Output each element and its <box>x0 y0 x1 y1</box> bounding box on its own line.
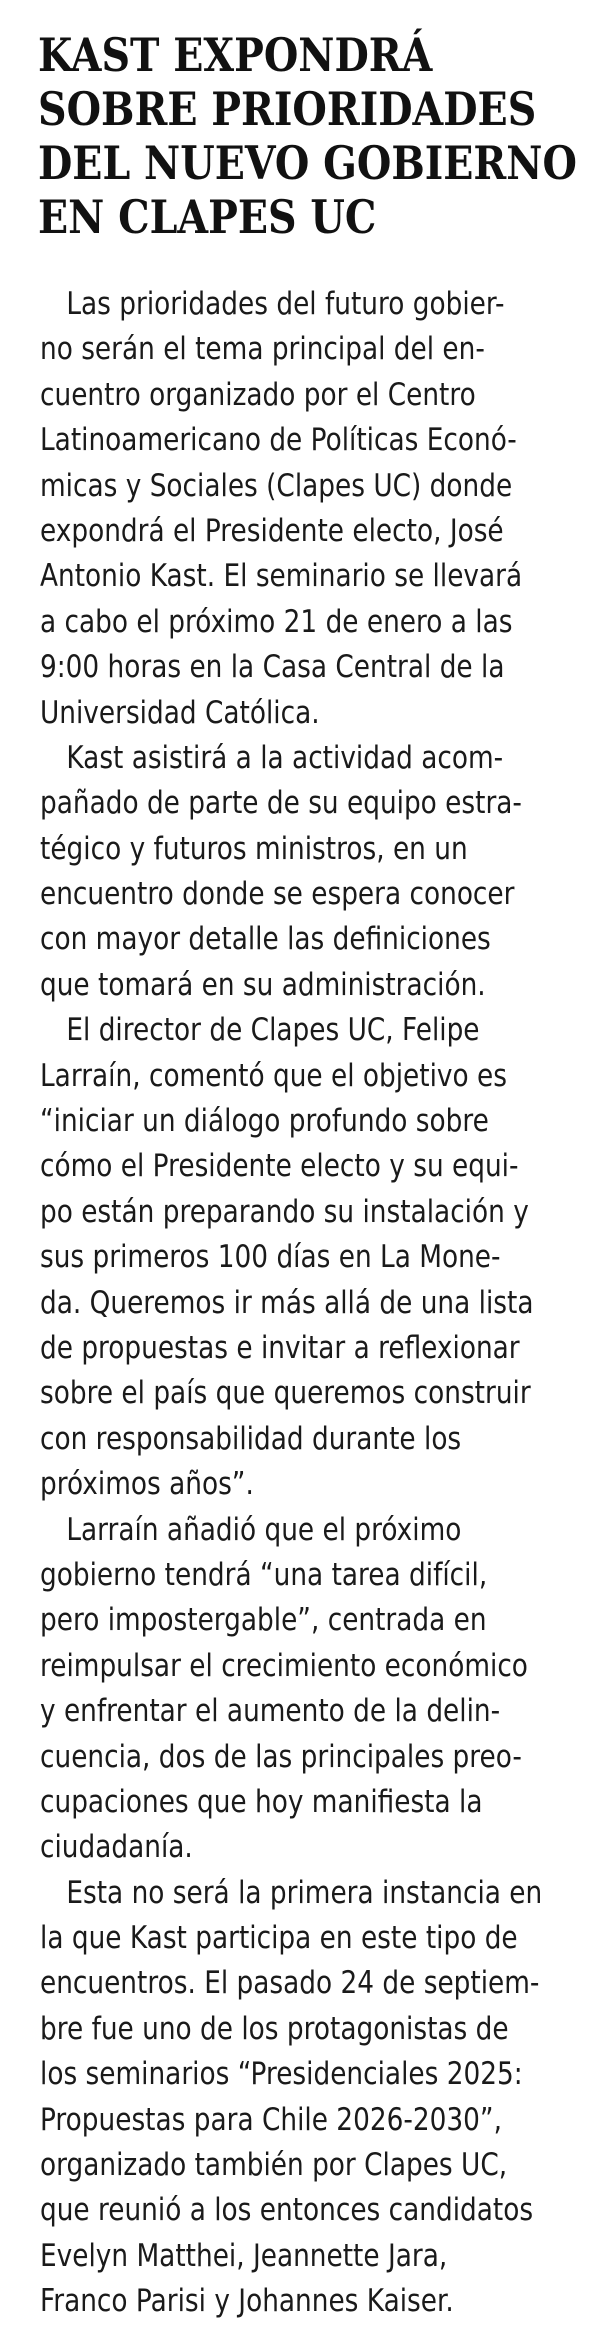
text-line: a cabo el próximo 21 de enero a las <box>40 603 513 640</box>
text-line: la que Kast participa en este tipo de <box>40 1920 518 1957</box>
headline <box>38 28 577 244</box>
paragraph-1 <box>40 282 550 736</box>
text-line: Universidad Católica. <box>40 694 320 731</box>
text-line: micas y Sociales (Clapes UC) donde <box>40 467 513 504</box>
text-line: 9:00 horas en la Casa Central de la <box>40 649 505 686</box>
text-line: Kast asistirá a la actividad acom- <box>66 739 504 776</box>
text-line: tégico y futuros ministros, en un <box>40 830 468 867</box>
text-line: gobierno tendrá “una tarea difícil, <box>40 1556 488 1593</box>
article-body <box>40 282 550 2325</box>
text-line: Antonio Kast. El seminario se llevará <box>40 558 523 595</box>
text-line: ciudadanía. <box>40 1829 193 1866</box>
text-line: Franco Parisi y Johannes Kaiser. <box>40 2283 454 2320</box>
headline-line: KAST EXPONDRÁ <box>38 28 433 82</box>
headline-line: SOBRE PRIORIDADES <box>38 82 537 136</box>
paragraph-2 <box>40 736 550 1008</box>
text-line: próximos años”. <box>40 1466 254 1503</box>
text-line: y enfrentar el aumento de la delin- <box>40 1693 501 1730</box>
text-line: da. Queremos ir más allá de una lista <box>40 1284 534 1321</box>
text-line: cómo el Presidente electo y su equi- <box>40 1148 519 1185</box>
text-line: expondrá el Presidente electo, José <box>40 512 504 549</box>
text-line: “iniciar un diálogo profundo sobre <box>40 1103 489 1140</box>
headline-line: DEL NUEVO GOBIERNO <box>38 136 577 190</box>
text-line: no serán el tema principal del en- <box>40 331 485 368</box>
text-line: de propuestas e invitar a reflexionar <box>40 1329 520 1366</box>
text-line: Esta no será la primera instancia en <box>66 1874 543 1911</box>
text-line: Las prioridades del futuro gobier- <box>66 286 505 322</box>
paragraph-3 <box>40 1008 550 1507</box>
text-line: bre fue uno de los protagonistas de <box>40 2010 509 2047</box>
text-line: Propuestas para Chile 2026-2030”, <box>40 2101 502 2138</box>
text-line: Evelyn Matthei, Jeannette Jara, <box>40 2237 448 2274</box>
text-line: Larraín añadió que el próximo <box>66 1511 462 1548</box>
headline-line: EN CLAPES UC <box>38 190 377 244</box>
text-line: cupaciones que hoy manifiesta la <box>40 1783 483 1820</box>
text-line: cuencia, dos de las principales preo- <box>40 1738 522 1775</box>
text-line: El director de Clapes UC, Felipe <box>66 1012 480 1049</box>
text-line: cuentro organizado por el Centro <box>40 376 476 413</box>
text-line: que reunió a los entonces candidatos <box>40 2192 534 2229</box>
paragraph-4 <box>40 1508 550 1871</box>
text-line: Larraín, comentó que el objetivo es <box>40 1057 507 1094</box>
text-line: pañado de parte de su equipo estra- <box>40 785 522 822</box>
text-line: sus primeros 100 días en La Mone- <box>40 1239 501 1276</box>
text-line: pero impostergable”, centrada en <box>40 1602 487 1639</box>
text-line: encuentro donde se espera conocer <box>40 876 515 913</box>
text-line: reimpulsar el crecimiento económico <box>40 1647 528 1684</box>
text-line: con responsabilidad durante los <box>40 1420 462 1457</box>
text-line: que tomará en su administración. <box>40 966 486 1003</box>
text-line: encuentros. El pasado 24 de septiem- <box>40 1965 540 2002</box>
text-line: sobre el país que queremos construir <box>40 1375 531 1412</box>
text-line: organizado también por Clapes UC, <box>40 2147 508 2184</box>
text-line: Latinoamericano de Políticas Econó- <box>40 422 517 459</box>
text-line: los seminarios “Presidenciales 2025: <box>40 2056 523 2093</box>
paragraph-5 <box>40 1871 550 2325</box>
text-line: po están preparando su instalación y <box>40 1193 529 1230</box>
text-line: con mayor detalle las definiciones <box>40 921 491 958</box>
